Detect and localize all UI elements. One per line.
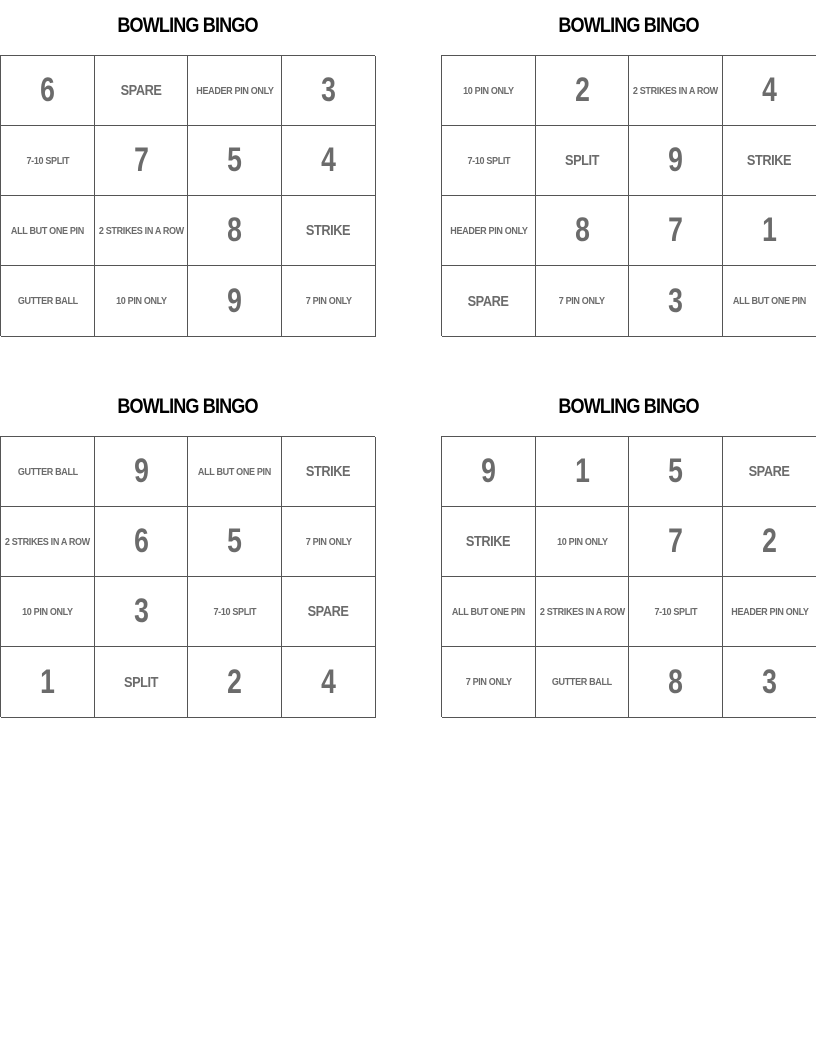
bingo-cell: STRIKE xyxy=(282,196,376,266)
bingo-cell: SPARE xyxy=(282,577,376,647)
bingo-cell: 3 xyxy=(723,647,816,718)
bingo-cell: STRIKE xyxy=(442,507,536,577)
bingo-cell: GUTTER BALL xyxy=(1,437,95,507)
bingo-cell: 7 PIN ONLY xyxy=(282,507,376,577)
bingo-cell: 6 xyxy=(95,507,188,577)
bingo-cell: 5 xyxy=(629,437,723,507)
bingo-cell: 1 xyxy=(723,196,816,266)
bingo-cell: 2 STRIKES IN A ROW xyxy=(629,56,723,126)
bingo-cell: 7 PIN ONLY xyxy=(442,647,536,718)
bingo-cell: 7-10 SPLIT xyxy=(629,577,723,647)
bingo-cell: HEADER PIN ONLY xyxy=(723,577,816,647)
bingo-cell: 10 PIN ONLY xyxy=(1,577,95,647)
bingo-cell: 1 xyxy=(536,437,629,507)
bingo-cell: 3 xyxy=(629,266,723,337)
card-title: BOWLING BINGO xyxy=(558,14,699,37)
bingo-cell: SPARE xyxy=(442,266,536,337)
bingo-cell: 2 xyxy=(536,56,629,126)
bingo-cell: 2 STRIKES IN A ROW xyxy=(536,577,629,647)
bingo-cell: GUTTER BALL xyxy=(1,266,95,337)
bingo-cell: STRIKE xyxy=(723,126,816,196)
bingo-cell: SPLIT xyxy=(536,126,629,196)
bingo-cell: ALL BUT ONE PIN xyxy=(442,577,536,647)
bingo-cell: 2 STRIKES IN A ROW xyxy=(95,196,188,266)
bingo-cell: 7 PIN ONLY xyxy=(282,266,376,337)
bingo-cell: 10 PIN ONLY xyxy=(95,266,188,337)
bingo-cell: 3 xyxy=(95,577,188,647)
bingo-cell: 2 xyxy=(188,647,282,718)
bingo-cell: HEADER PIN ONLY xyxy=(188,56,282,126)
bingo-cell: ALL BUT ONE PIN xyxy=(188,437,282,507)
bingo-grid xyxy=(0,436,375,717)
card-title: BOWLING BINGO xyxy=(558,395,699,418)
bingo-cell: 7 PIN ONLY xyxy=(536,266,629,337)
bingo-cell: ALL BUT ONE PIN xyxy=(723,266,816,337)
bingo-cell: 7 xyxy=(629,507,723,577)
bingo-cell: 1 xyxy=(1,647,95,718)
bingo-cell: 8 xyxy=(188,196,282,266)
bingo-cell: SPARE xyxy=(95,56,188,126)
bingo-cell: 7-10 SPLIT xyxy=(188,577,282,647)
bingo-grid xyxy=(441,55,816,336)
bingo-cell: 9 xyxy=(629,126,723,196)
bingo-cell: 4 xyxy=(282,126,376,196)
bingo-cell: 8 xyxy=(629,647,723,718)
bingo-cell: 2 STRIKES IN A ROW xyxy=(1,507,95,577)
bingo-cell: HEADER PIN ONLY xyxy=(442,196,536,266)
bingo-cell: 9 xyxy=(95,437,188,507)
bingo-cell: STRIKE xyxy=(282,437,376,507)
bingo-cell: 2 xyxy=(723,507,816,577)
bingo-cell: 7-10 SPLIT xyxy=(1,126,95,196)
bingo-cell: 10 PIN ONLY xyxy=(442,56,536,126)
bingo-grid xyxy=(0,55,375,336)
bingo-cell: 4 xyxy=(282,647,376,718)
bingo-cell: 8 xyxy=(536,196,629,266)
card-title: BOWLING BINGO xyxy=(117,14,258,37)
bingo-cell: 3 xyxy=(282,56,376,126)
bingo-cell: ALL BUT ONE PIN xyxy=(1,196,95,266)
bingo-cell: 7 xyxy=(95,126,188,196)
bingo-cell: GUTTER BALL xyxy=(536,647,629,718)
bingo-cell: 5 xyxy=(188,126,282,196)
card-title: BOWLING BINGO xyxy=(117,395,258,418)
bingo-cell: SPLIT xyxy=(95,647,188,718)
bingo-grid xyxy=(441,436,816,717)
bingo-cell: 6 xyxy=(1,56,95,126)
bingo-cell: 4 xyxy=(723,56,816,126)
bingo-cell: 9 xyxy=(442,437,536,507)
bingo-cell: 5 xyxy=(188,507,282,577)
bingo-cell: 7 xyxy=(629,196,723,266)
bingo-cell: SPARE xyxy=(723,437,816,507)
bingo-cell: 9 xyxy=(188,266,282,337)
bingo-cell: 7-10 SPLIT xyxy=(442,126,536,196)
bingo-cell: 10 PIN ONLY xyxy=(536,507,629,577)
